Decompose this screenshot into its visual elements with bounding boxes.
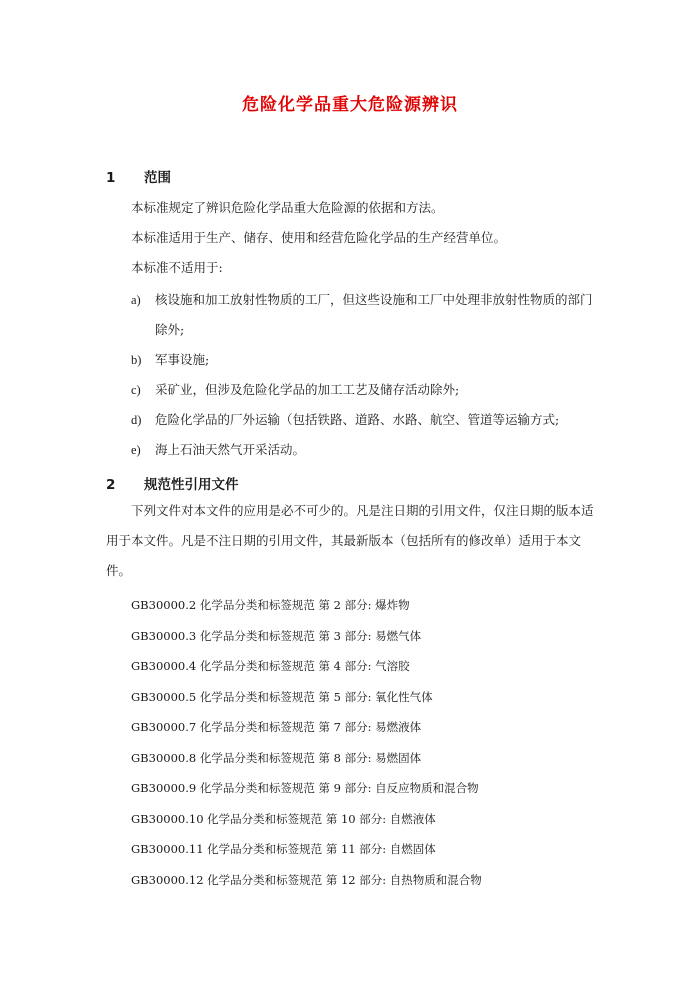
section-2-number: 2 [106,477,116,493]
refs-intro-line-1: 下列文件对本文件的应用是必不可少的。凡是注日期的引用文件，仅注日期的版本适 [131,503,594,518]
reference-item: GB30000.11 化学品分类和标签规范 第 11 部分: 自燃固体 [131,842,436,856]
scope-paragraph-3: 本标准不适用于: [131,260,223,275]
scope-item-c [131,382,459,398]
refs-intro-line-3: 件。 [106,563,132,578]
scope-paragraph-1: 本标准规定了辨识危险化学品重大危险源的依据和方法。 [131,200,444,215]
reference-item: GB30000.8 化学品分类和标签规范 第 8 部分: 易燃固体 [131,751,422,765]
scope-item-a-continuation: 除外; [155,322,185,337]
item-text: 采矿业，但涉及危险化学品的加工工艺及储存活动除外; [155,382,460,397]
reference-item: GB30000.7 化学品分类和标签规范 第 7 部分: 易燃液体 [131,720,422,734]
scope-paragraph-2: 本标准适用于生产、储存、使用和经营危险化学品的生产经营单位。 [131,230,507,245]
item-label: e) [131,443,141,457]
item-text: 核设施和加工放射性物质的工厂，但这些设施和工厂中处理非放射性物质的部门 [155,292,593,307]
section-1-number: 1 [106,170,116,186]
section-1-title: 范围 [144,170,171,186]
reference-item: GB30000.2 化学品分类和标签规范 第 2 部分: 爆炸物 [131,598,410,612]
reference-item: GB30000.3 化学品分类和标签规范 第 3 部分: 易燃气体 [131,629,422,643]
item-text: 军事设施; [155,352,210,367]
scope-item-d [131,412,559,428]
item-text: 危险化学品的厂外运输（包括铁路、道路、水路、航空、管道等运输方式; [155,412,560,427]
reference-item: GB30000.12 化学品分类和标签规范 第 12 部分: 自热物质和混合物 [131,873,482,887]
reference-item: GB30000.5 化学品分类和标签规范 第 5 部分: 氧化性气体 [131,690,433,704]
refs-intro-line-2: 用于本文件。凡是不注日期的引用文件，其最新版本（包括所有的修改单）适用于本文 [106,533,582,548]
section-2-title: 规范性引用文件 [144,477,239,493]
item-label: d) [131,413,142,427]
section-1-heading [106,166,171,186]
item-label: a) [131,293,141,307]
item-label: b) [131,353,142,367]
item-text: 海上石油天然气开采活动。 [155,442,306,457]
scope-item-e [131,442,305,458]
item-label: c) [131,383,141,397]
scope-item-a [131,292,593,308]
reference-item: GB30000.9 化学品分类和标签规范 第 9 部分: 自反应物质和混合物 [131,781,479,795]
reference-item: GB30000.10 化学品分类和标签规范 第 10 部分: 自燃液体 [131,812,436,826]
document-title: 危险化学品重大危险源辨识 [242,95,458,115]
scope-item-b [131,352,209,368]
reference-item: GB30000.4 化学品分类和标签规范 第 4 部分: 气溶胶 [131,659,410,673]
section-2-heading [106,473,239,493]
